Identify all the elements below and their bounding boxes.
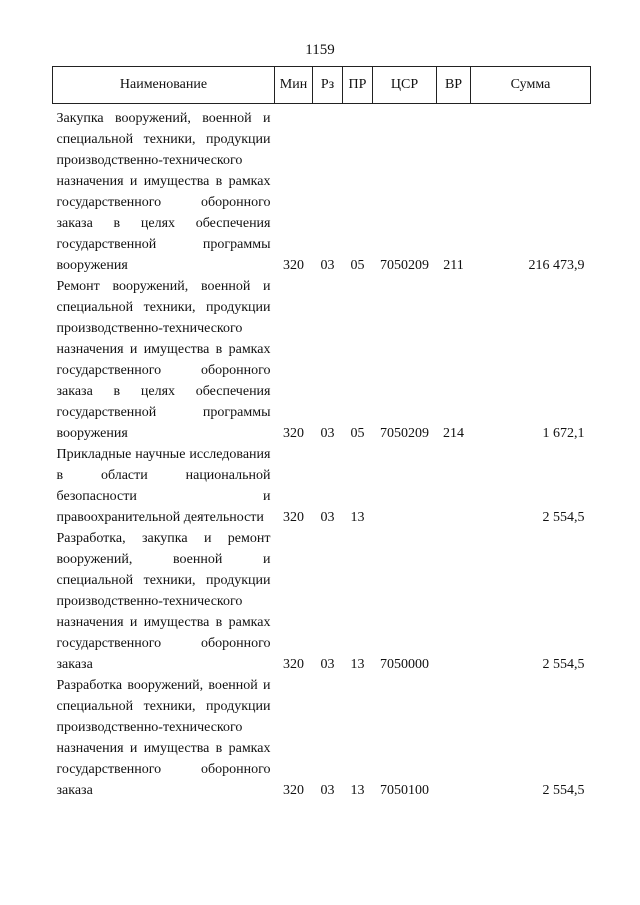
row-rz: 03 [320, 657, 335, 672]
table-row [53, 528, 591, 675]
row-vr: 211 [443, 258, 464, 273]
row-name: Закупка вооружений, военной и специальной техники, продукции производственно-технического назначения и имущества в рамках государственного оборонного заказа в целях обеспечения государственной программы вооружения [56, 111, 271, 273]
row-min: 320 [283, 258, 304, 273]
column-header-vr: ВР [437, 67, 471, 104]
column-header-rz: Рз [313, 67, 343, 104]
row-sum: 216 473,9 [528, 258, 585, 273]
row-min: 320 [283, 426, 304, 441]
row-pr: 13 [350, 510, 365, 525]
row-pr: 13 [350, 783, 365, 798]
row-name: Ремонт вооружений, военной и специальной техники, продукции производственно-технического назначения и имущества в рамках государственного оборонного заказа в целях обеспечения государственной программы вооружения [56, 279, 271, 441]
row-pr: 13 [350, 657, 365, 672]
row-pr: 05 [350, 426, 365, 441]
table-row [53, 444, 591, 528]
row-vr [437, 444, 471, 528]
row-sum: 2 554,5 [542, 657, 585, 672]
row-min: 320 [283, 783, 304, 798]
column-header-sum: Сумма [471, 67, 591, 104]
row-sum: 2 554,5 [542, 510, 585, 525]
row-name: Разработка вооружений, военной и специальной техники, продукции производственно-технического назначения и имущества в рамках государственного оборонного заказа [56, 678, 271, 798]
table-header-row [53, 67, 591, 104]
row-csr: 7050209 [380, 426, 429, 441]
row-name: Прикладные научные исследования в области национальной безопасности и правоохранительной деятельности [56, 447, 271, 525]
row-vr [437, 528, 471, 675]
column-header-pr: ПР [343, 67, 373, 104]
row-rz: 03 [320, 510, 335, 525]
row-min: 320 [283, 657, 304, 672]
row-sum: 1 672,1 [542, 426, 585, 441]
column-header-min: Мин [275, 67, 313, 104]
page-number: 1159 [305, 42, 335, 58]
row-sum: 2 554,5 [542, 783, 585, 798]
row-csr [373, 444, 437, 528]
row-vr: 214 [443, 426, 464, 441]
row-name: Разработка, закупка и ремонт вооружений, военной и специальной техники, продукции производственно-технического назначения и имущества в рамках государственного оборонного заказа [56, 531, 271, 672]
budget-table [52, 66, 591, 801]
column-header-csr: ЦСР [373, 67, 437, 104]
row-pr: 05 [350, 258, 365, 273]
column-header-name: Наименование [53, 67, 275, 104]
table-row [53, 675, 591, 801]
row-rz: 03 [320, 258, 335, 273]
row-rz: 03 [320, 783, 335, 798]
row-min: 320 [283, 510, 304, 525]
table-row [53, 276, 591, 444]
row-vr [437, 675, 471, 801]
row-csr: 7050000 [380, 657, 429, 672]
table-row [53, 104, 591, 277]
row-rz: 03 [320, 426, 335, 441]
row-csr: 7050209 [380, 258, 429, 273]
row-csr: 7050100 [380, 783, 429, 798]
